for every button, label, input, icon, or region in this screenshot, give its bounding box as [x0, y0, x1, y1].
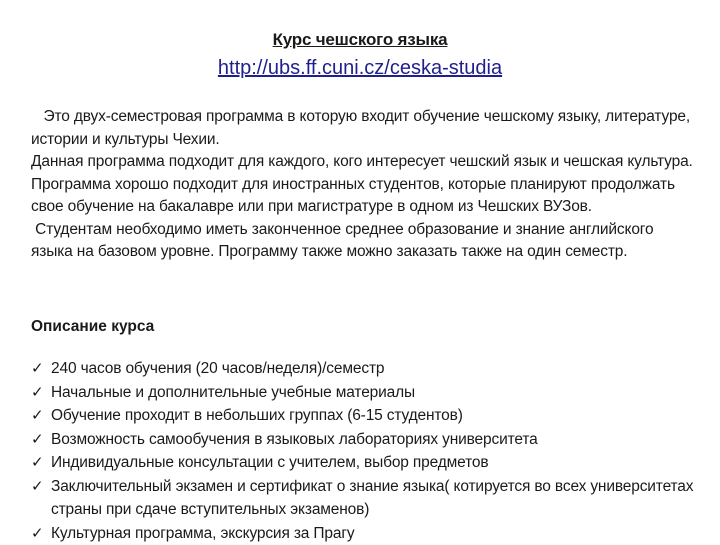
list-item [31, 451, 701, 475]
list-item-text: Индивидуальные консультации с учителем, выбор предметов [51, 451, 701, 475]
list-item-text: Возможность самообучения в языковых лабораториях университета [51, 428, 701, 452]
check-icon: ✓ [31, 451, 51, 475]
description-body [31, 106, 693, 264]
page-title: Курс чешского языка [0, 30, 720, 50]
paragraph-requirements: Студентам необходимо иметь законченное среднее образование и знание английского языка на базовом уровне. Программу также можно заказать также на один семестр. [31, 219, 693, 264]
list-item [31, 404, 701, 428]
list-item [31, 381, 701, 405]
paragraph-intro: Это двух-семестровая программа в которую входит обучение чешскому языку, литературе, истории и культуры Чехии. [31, 106, 693, 151]
list-item [31, 428, 701, 452]
list-item-text: Обучение проходит в небольших группах (6-15 студентов) [51, 404, 701, 428]
list-item-text: Заключительный экзамен и сертификат о знание языка( котируется во всех университетах страны при сдаче вступительных экзаменов) [51, 475, 701, 522]
list-item [31, 475, 701, 522]
check-icon: ✓ [31, 428, 51, 452]
section-heading: Описание курса [31, 318, 154, 336]
course-checklist [31, 357, 701, 545]
list-item-text: Начальные и дополнительные учебные материалы [51, 381, 701, 405]
check-icon: ✓ [31, 475, 51, 499]
check-icon: ✓ [31, 357, 51, 381]
check-icon: ✓ [31, 522, 51, 545]
list-item-text: 240 часов обучения (20 часов/неделя)/семестр [51, 357, 701, 381]
list-item [31, 522, 701, 545]
check-icon: ✓ [31, 404, 51, 428]
list-item-text: Культурная программа, экскурсия за Прагу [51, 522, 701, 545]
check-icon: ✓ [31, 381, 51, 405]
program-link[interactable]: http://ubs.ff.cuni.cz/ceska-studia [0, 57, 720, 80]
paragraph-audience: Данная программа подходит для каждого, кого интересует чешский язык и чешская культура. Программа хорошо подходит для иностранных студентов, которые планируют продолжать свое обучение на бакалавре или при магистратуре в одном из Чешских ВУЗов. [31, 151, 693, 219]
list-item [31, 357, 701, 381]
